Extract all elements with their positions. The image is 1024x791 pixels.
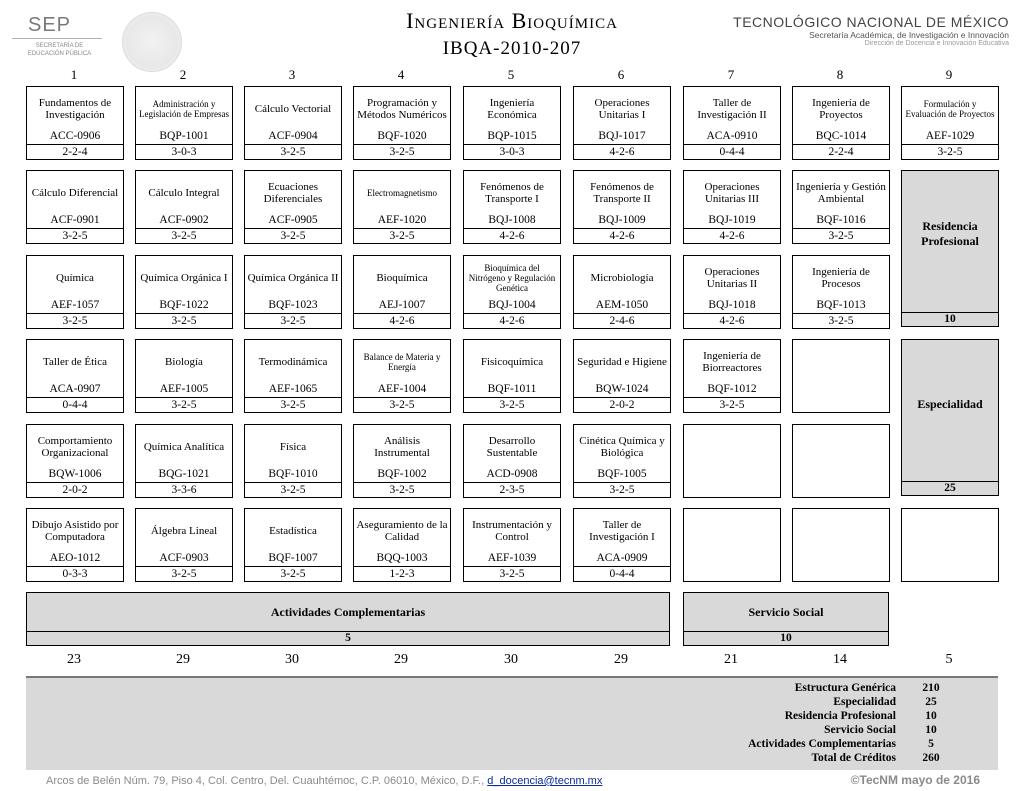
summary-label: Estructura Genérica — [794, 682, 896, 694]
sep-sub-line1: SECRETARÍA DE — [35, 43, 84, 49]
course-name: Química Analítica — [143, 440, 225, 453]
course-key: BQJ-1004 — [488, 299, 536, 311]
course-name: Operaciones Unitarias II — [704, 265, 760, 290]
semester-header: 9 — [945, 67, 953, 82]
course-name: Taller de Investigación II — [697, 96, 767, 121]
course-name: Electromagnetismo — [367, 187, 437, 198]
course-name: Seguridad e Higiene — [577, 355, 667, 368]
course-box — [135, 508, 233, 582]
semester-header: 7 — [727, 67, 735, 82]
summary-row — [26, 724, 998, 738]
course-name: Química — [56, 271, 94, 284]
course-name: Termodinámica — [258, 355, 328, 368]
course-box — [463, 170, 561, 244]
course-box — [353, 424, 451, 498]
summary-label: Residencia Profesional — [784, 710, 896, 722]
course-box — [463, 424, 561, 498]
actividades-label: Actividades Complementarias — [270, 605, 426, 619]
empty-course-slot — [792, 508, 890, 582]
course-box — [463, 508, 561, 582]
course-credits: 3-2-5 — [464, 566, 560, 581]
semester-total-credits: 5 — [945, 652, 953, 667]
course-box — [353, 508, 451, 582]
tecnm-secretaria: Secretaría Académica, de Investigación e Innovación — [809, 30, 1009, 40]
semester-header: 6 — [617, 67, 625, 82]
course-box — [26, 86, 124, 160]
tecnm-header — [733, 14, 1009, 47]
semester-total-credits: 30 — [285, 652, 299, 667]
semester-header: 4 — [397, 67, 405, 82]
footer-address — [46, 775, 602, 787]
course-key: AEF-1065 — [268, 383, 318, 395]
summary-label: Servicio Social — [824, 724, 896, 736]
especialidad-block — [901, 339, 999, 496]
course-box — [244, 339, 342, 413]
course-credits: 3-2-5 — [245, 566, 341, 581]
sep-logo-divider — [12, 38, 102, 39]
course-box — [683, 339, 781, 413]
course-name: Operaciones Unitarias I — [594, 96, 650, 121]
course-name: Operaciones Unitarias III — [704, 180, 760, 205]
course-box — [573, 508, 671, 582]
course-key: AEF-1004 — [377, 383, 427, 395]
course-name: Balance de Materia y Energía — [363, 351, 441, 372]
course-box — [26, 508, 124, 582]
course-key: ACA-0907 — [49, 383, 101, 395]
residencia-label: Residencia Profesional — [921, 219, 979, 248]
course-name: Física — [279, 440, 307, 453]
course-key: BQF-1013 — [816, 299, 866, 311]
semester-total-credits: 29 — [394, 652, 408, 667]
course-credits: 3-2-5 — [136, 313, 232, 328]
course-credits: 0-4-4 — [27, 397, 123, 412]
course-name: Formulación y Evaluación de Proyectos — [905, 98, 995, 119]
email-link[interactable]: d_docencia@tecnm.mx — [487, 775, 603, 787]
course-name: Ingeniería de Procesos — [812, 265, 870, 290]
course-credits: 3-0-3 — [464, 144, 560, 159]
course-credits: 4-2-6 — [354, 313, 450, 328]
empty-course-slot — [683, 508, 781, 582]
course-credits: 2-2-4 — [793, 144, 889, 159]
course-credits: 3-2-5 — [27, 228, 123, 243]
course-credits: 2-4-6 — [574, 313, 670, 328]
address-text: Arcos de Belén Núm. 79, Piso 4, Col. Centro, Del. Cuauhtémoc, C.P. 06010, México, D.F., — [46, 775, 488, 787]
course-key: ACA-0909 — [596, 552, 648, 564]
especialidad-credits: 25 — [902, 481, 998, 495]
course-box — [683, 170, 781, 244]
course-key: ACF-0903 — [159, 552, 209, 564]
course-key: AEF-1057 — [50, 299, 100, 311]
course-credits: 0-4-4 — [574, 566, 670, 581]
course-box — [683, 255, 781, 329]
course-credits: 4-2-6 — [684, 228, 780, 243]
course-name: Aseguramiento de la Calidad — [356, 518, 448, 543]
semester-total-credits: 23 — [67, 652, 81, 667]
course-key: BQJ-1008 — [488, 214, 536, 226]
course-box — [244, 255, 342, 329]
course-credits: 4-2-6 — [574, 144, 670, 159]
course-box — [683, 86, 781, 160]
course-credits: 3-3-6 — [136, 482, 232, 497]
course-name: Estadística — [269, 524, 317, 537]
summary-value: 210 — [922, 682, 940, 694]
course-key: BQJ-1018 — [708, 299, 756, 311]
semester-header: 5 — [507, 67, 515, 82]
credits-summary — [26, 676, 998, 770]
summary-row — [26, 738, 998, 752]
course-name: Taller de Ética — [43, 355, 107, 368]
course-key: ACF-0904 — [268, 130, 318, 142]
course-credits: 4-2-6 — [464, 228, 560, 243]
course-name: Bioquímica — [376, 271, 428, 284]
tecnm-name: TECNOLÓGICO NACIONAL DE MÉXICO — [733, 14, 1009, 30]
course-key: BQW-1006 — [48, 468, 102, 480]
course-name: Fenómenos de Transporte II — [590, 180, 654, 205]
course-box — [26, 255, 124, 329]
course-credits: 3-2-5 — [245, 397, 341, 412]
course-name: Administración y Legislación de Empresas — [139, 98, 229, 119]
course-box — [901, 86, 999, 160]
course-credits: 0-4-4 — [684, 144, 780, 159]
course-credits: 3-2-5 — [464, 397, 560, 412]
course-credits: 2-3-5 — [464, 482, 560, 497]
course-box — [353, 170, 451, 244]
especialidad-label: Especialidad — [917, 397, 983, 411]
course-key: BQW-1024 — [595, 383, 649, 395]
summary-row — [26, 710, 998, 724]
semester-total-credits: 29 — [614, 652, 628, 667]
course-credits: 3-2-5 — [136, 228, 232, 243]
course-key: AEF-1005 — [159, 383, 209, 395]
course-credits: 3-2-5 — [354, 228, 450, 243]
course-box — [792, 255, 890, 329]
residencia-block — [901, 170, 999, 327]
course-key: ACC-0906 — [49, 130, 101, 142]
course-box — [353, 86, 451, 160]
course-box — [26, 424, 124, 498]
course-key: BQF-1002 — [377, 468, 427, 480]
course-credits: 3-2-5 — [574, 482, 670, 497]
course-key: AEJ-1007 — [378, 299, 426, 311]
course-key: AEF-1039 — [487, 552, 537, 564]
course-key: BQJ-1019 — [708, 214, 756, 226]
course-credits: 3-2-5 — [245, 313, 341, 328]
course-box — [792, 86, 890, 160]
course-box — [463, 86, 561, 160]
course-credits: 3-2-5 — [27, 313, 123, 328]
servicio-label: Servicio Social — [748, 605, 824, 619]
course-credits: 3-2-5 — [793, 228, 889, 243]
course-box — [792, 170, 890, 244]
course-name: Ingeniería de Biorreactores — [702, 349, 762, 374]
course-key: BQF-1007 — [268, 552, 318, 564]
summary-row — [26, 696, 998, 710]
course-box — [26, 339, 124, 413]
course-key: BQF-1016 — [816, 214, 866, 226]
course-key: ACF-0905 — [268, 214, 318, 226]
semester-header: 1 — [70, 67, 78, 82]
course-key: BQJ-1009 — [598, 214, 646, 226]
course-box — [573, 339, 671, 413]
summary-value: 10 — [925, 724, 937, 736]
course-credits: 3-2-5 — [245, 144, 341, 159]
semester-header: 8 — [836, 67, 844, 82]
course-key: BQC-1014 — [815, 130, 867, 142]
course-box — [135, 170, 233, 244]
course-key: ACF-0902 — [159, 214, 209, 226]
course-credits: 3-2-5 — [354, 482, 450, 497]
course-box — [463, 339, 561, 413]
empty-course-slot — [792, 339, 890, 413]
course-name: Química Orgánica II — [247, 271, 339, 284]
course-key: AEM-1050 — [595, 299, 649, 311]
course-name: Ingeniería Económica — [487, 96, 537, 121]
course-name: Ingeniería y Gestión Ambiental — [796, 180, 886, 205]
course-key: BQF-1020 — [377, 130, 427, 142]
actividades-credits: 5 — [27, 631, 669, 645]
page-title: Ingeniería Bioquímica — [406, 8, 618, 33]
course-name: Microbiología — [590, 271, 654, 284]
course-name: Fisicoquímica — [480, 355, 544, 368]
course-box — [573, 424, 671, 498]
summary-value: 10 — [925, 710, 937, 722]
course-key: BQF-1012 — [707, 383, 757, 395]
course-name: Comportamiento Organizacional — [37, 434, 113, 459]
semester-header: 3 — [288, 67, 296, 82]
sep-logo-subtitle — [12, 42, 107, 58]
course-credits: 3-2-5 — [136, 566, 232, 581]
course-credits: 0-3-3 — [27, 566, 123, 581]
course-box — [26, 170, 124, 244]
course-credits: 3-2-5 — [793, 313, 889, 328]
empty-course-slot — [683, 424, 781, 498]
course-box — [135, 424, 233, 498]
course-key: AEO-1012 — [49, 552, 101, 564]
course-name: Desarrollo Sustentable — [486, 434, 538, 459]
course-key: ACD-0908 — [486, 468, 538, 480]
tecnm-direccion: Dirección de Docencia e Innovación Educativa — [864, 40, 1009, 47]
course-box — [244, 424, 342, 498]
course-name: Programación y Métodos Numéricos — [357, 96, 447, 121]
course-credits: 3-2-5 — [684, 397, 780, 412]
course-box — [573, 255, 671, 329]
course-credits: 3-2-5 — [354, 144, 450, 159]
course-key: BQP-1001 — [159, 130, 209, 142]
course-key: BQP-1015 — [487, 130, 537, 142]
summary-value: 5 — [928, 738, 934, 750]
mexico-seal-icon — [122, 12, 182, 72]
course-credits: 3-0-3 — [136, 144, 232, 159]
servicio-credits: 10 — [684, 631, 888, 645]
course-name: Cálculo Vectorial — [254, 102, 332, 115]
course-credits: 3-2-5 — [902, 144, 998, 159]
course-box — [353, 339, 451, 413]
summary-value: 25 — [925, 696, 937, 708]
semester-total-credits: 21 — [724, 652, 738, 667]
summary-label: Actividades Complementarias — [748, 738, 896, 750]
course-credits: 4-2-6 — [684, 313, 780, 328]
course-credits: 2-0-2 — [574, 397, 670, 412]
course-credits: 3-2-5 — [245, 228, 341, 243]
plan-code: IBQA-2010-207 — [442, 38, 582, 59]
course-key: BQG-1021 — [158, 468, 210, 480]
actividades-block — [26, 592, 670, 646]
course-credits: 1-2-3 — [354, 566, 450, 581]
course-credits: 3-2-5 — [245, 482, 341, 497]
course-box — [244, 170, 342, 244]
course-key: BQF-1005 — [597, 468, 647, 480]
course-credits: 4-2-6 — [464, 313, 560, 328]
course-key: BQF-1011 — [487, 383, 537, 395]
semester-total-credits: 29 — [176, 652, 190, 667]
course-key: BQQ-1003 — [376, 552, 428, 564]
course-box — [135, 255, 233, 329]
course-name: Biología — [165, 355, 203, 368]
residencia-credits: 10 — [902, 312, 998, 326]
course-name: Análisis Instrumental — [374, 434, 430, 459]
course-credits: 2-2-4 — [27, 144, 123, 159]
course-name: Ecuaciones Diferenciales — [263, 180, 323, 205]
course-name: Dibujo Asistido por Computadora — [31, 518, 119, 543]
course-name: Ingeniería de Proyectos — [812, 96, 870, 121]
course-box — [135, 86, 233, 160]
course-name: Bioquímica del Nitrógeno y Regulación Genética — [468, 262, 556, 293]
course-box — [573, 86, 671, 160]
course-key: BQJ-1017 — [598, 130, 646, 142]
course-name: Cálculo Diferencial — [31, 186, 119, 199]
course-box — [353, 255, 451, 329]
course-key: AEF-1020 — [377, 214, 427, 226]
sep-logo-text: SEP — [28, 14, 72, 36]
course-key: BQF-1023 — [268, 299, 318, 311]
course-credits: 4-2-6 — [574, 228, 670, 243]
course-key: AEF-1029 — [925, 130, 975, 142]
course-name: Álgebra Lineal — [150, 524, 218, 537]
summary-value: 260 — [922, 752, 940, 764]
course-box — [135, 339, 233, 413]
course-credits: 3-2-5 — [136, 397, 232, 412]
course-name: Química Orgánica I — [140, 271, 228, 284]
course-key: ACA-0910 — [706, 130, 758, 142]
course-box — [573, 170, 671, 244]
course-key: BQF-1010 — [268, 468, 318, 480]
course-credits: 2-0-2 — [27, 482, 123, 497]
course-key: ACF-0901 — [50, 214, 100, 226]
summary-row — [26, 752, 998, 766]
servicio-block — [683, 592, 889, 646]
summary-label: Especialidad — [833, 696, 896, 708]
empty-course-slot — [901, 508, 999, 582]
course-credits: 3-2-5 — [354, 397, 450, 412]
copyright: ©TecNM mayo de 2016 — [850, 773, 980, 787]
course-box — [244, 86, 342, 160]
course-name: Fundamentos de Investigación — [38, 96, 112, 121]
empty-course-slot — [792, 424, 890, 498]
summary-row — [26, 682, 998, 696]
summary-label: Total de Créditos — [811, 752, 896, 764]
semester-header: 2 — [179, 67, 187, 82]
course-box — [463, 255, 561, 329]
sep-sub-line2: EDUCACIÓN PÚBLICA — [27, 51, 92, 57]
semester-total-credits: 30 — [504, 652, 518, 667]
course-name: Cinética Química y Biológica — [579, 434, 665, 459]
course-name: Instrumentación y Control — [472, 518, 552, 543]
course-name: Taller de Investigación I — [589, 518, 655, 543]
semester-total-credits: 14 — [833, 652, 847, 667]
course-box — [244, 508, 342, 582]
course-key: BQF-1022 — [159, 299, 209, 311]
course-name: Fenómenos de Transporte I — [480, 180, 544, 205]
course-name: Cálculo Integral — [148, 186, 220, 199]
